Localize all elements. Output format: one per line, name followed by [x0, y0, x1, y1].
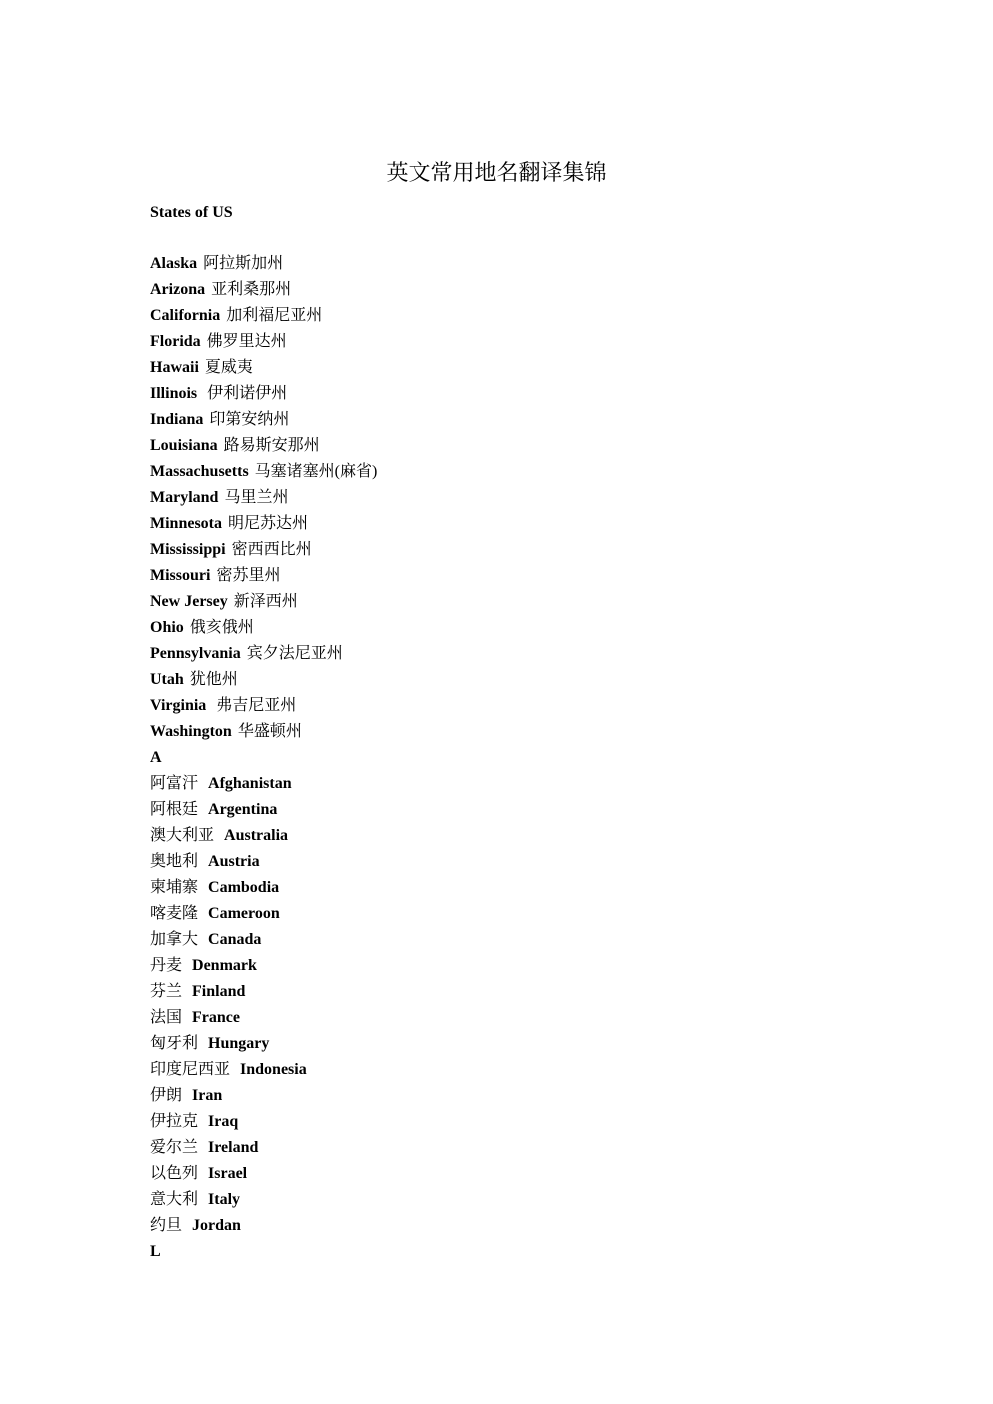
state-entry — [150, 485, 377, 511]
country-entry — [150, 1083, 377, 1109]
country-english: Australia — [224, 827, 289, 844]
state-entry — [150, 537, 377, 563]
section-heading: States of US — [150, 204, 233, 221]
country-entry — [150, 797, 377, 823]
state-english: Minnesota — [150, 515, 222, 532]
state-english: Illinois — [150, 385, 198, 402]
country-chinese: 澳大利亚 — [150, 827, 215, 844]
country-entry — [150, 1109, 377, 1135]
state-english: California — [150, 307, 221, 324]
country-entry — [150, 875, 377, 901]
state-english: Pennsylvania — [150, 645, 241, 662]
state-chinese: 明尼苏达州 — [228, 515, 309, 532]
country-chinese: 伊拉克 — [150, 1113, 199, 1130]
country-chinese: 芬兰 — [150, 983, 183, 1000]
state-chinese: 新泽西州 — [233, 593, 298, 610]
state-entry — [150, 381, 377, 407]
letter-heading-a: A — [150, 749, 162, 766]
state-english: Indiana — [150, 411, 204, 428]
letter-heading-l: L — [150, 1243, 161, 1260]
state-english: Missouri — [150, 567, 211, 584]
country-entry — [150, 1161, 377, 1187]
state-english: Utah — [150, 671, 184, 688]
country-english: Denmark — [192, 957, 257, 974]
country-entry — [150, 953, 377, 979]
country-english: Ireland — [208, 1139, 259, 1156]
state-chinese: 亚利桑那州 — [211, 281, 292, 298]
state-entry — [150, 667, 377, 693]
country-entry — [150, 927, 377, 953]
country-english: Cameroon — [208, 905, 280, 922]
country-chinese: 丹麦 — [150, 957, 183, 974]
country-chinese: 奥地利 — [150, 853, 199, 870]
state-chinese: 伊利诺伊州 — [207, 385, 288, 402]
state-chinese: 佛罗里达州 — [206, 333, 287, 350]
state-chinese: 印第安纳州 — [209, 411, 290, 428]
state-english: Washington — [150, 723, 232, 740]
country-chinese: 柬埔寨 — [150, 879, 199, 896]
state-chinese: 马里兰州 — [224, 489, 289, 506]
state-chinese: 加利福尼亚州 — [226, 307, 323, 324]
state-entry — [150, 641, 377, 667]
state-entry — [150, 277, 377, 303]
country-entry — [150, 1213, 377, 1239]
country-english: France — [192, 1009, 240, 1026]
state-english: Louisiana — [150, 437, 218, 454]
state-english: Arizona — [150, 281, 206, 298]
state-entry — [150, 511, 377, 537]
country-english: Cambodia — [208, 879, 280, 896]
state-entry — [150, 407, 377, 433]
state-chinese: 夏威夷 — [204, 359, 253, 376]
country-chinese: 喀麦隆 — [150, 905, 199, 922]
country-entry — [150, 823, 377, 849]
country-chinese: 加拿大 — [150, 931, 199, 948]
country-english: Finland — [192, 983, 246, 1000]
country-entry — [150, 1057, 377, 1083]
country-chinese: 阿富汗 — [150, 775, 199, 792]
country-english: Italy — [208, 1191, 241, 1208]
country-english: Hungary — [208, 1035, 270, 1052]
state-english: Hawaii — [150, 359, 199, 376]
country-english: Afghanistan — [208, 775, 292, 792]
state-entry — [150, 433, 377, 459]
country-entry — [150, 1031, 377, 1057]
state-english: Alaska — [150, 255, 198, 272]
state-chinese: 马塞诸塞州(麻省) — [254, 463, 378, 480]
country-chinese: 法国 — [150, 1009, 183, 1026]
entry-list — [150, 251, 377, 1265]
country-chinese: 约旦 — [150, 1217, 183, 1234]
state-english: Ohio — [150, 619, 184, 636]
state-entry — [150, 355, 377, 381]
state-entry — [150, 563, 377, 589]
country-chinese: 意大利 — [150, 1191, 199, 1208]
state-english: Maryland — [150, 489, 219, 506]
country-entry — [150, 1187, 377, 1213]
country-chinese: 以色列 — [150, 1165, 199, 1182]
state-chinese: 阿拉斯加州 — [203, 255, 284, 272]
state-chinese: 俄亥俄州 — [189, 619, 254, 636]
state-chinese: 宾夕法尼亚州 — [246, 645, 343, 662]
country-chinese: 爱尔兰 — [150, 1139, 199, 1156]
state-entry — [150, 303, 377, 329]
state-entry — [150, 459, 377, 485]
state-chinese: 犹他州 — [189, 671, 238, 688]
state-entry — [150, 589, 377, 615]
state-entry — [150, 329, 377, 355]
country-entry — [150, 979, 377, 1005]
state-chinese: 密西西比州 — [231, 541, 312, 558]
state-english: Mississippi — [150, 541, 226, 558]
country-entry — [150, 1135, 377, 1161]
state-chinese: 华盛顿州 — [237, 723, 302, 740]
country-entry — [150, 849, 377, 875]
state-english: Massachusetts — [150, 463, 249, 480]
country-english: Jordan — [192, 1217, 241, 1234]
country-english: Iraq — [208, 1113, 239, 1130]
country-entry — [150, 1005, 377, 1031]
state-chinese: 路易斯安那州 — [223, 437, 320, 454]
state-chinese: 弗吉尼亚州 — [216, 697, 297, 714]
country-english: Canada — [208, 931, 262, 948]
country-chinese: 伊朗 — [150, 1087, 183, 1104]
country-english: Austria — [208, 853, 260, 870]
country-english: Argentina — [208, 801, 278, 818]
state-english: New Jersey — [150, 593, 228, 610]
document-title: 英文常用地名翻译集锦 — [386, 160, 607, 185]
country-chinese: 匈牙利 — [150, 1035, 199, 1052]
country-english: Iran — [192, 1087, 223, 1104]
state-chinese: 密苏里州 — [216, 567, 281, 584]
state-entry — [150, 719, 377, 745]
state-english: Virginia — [150, 697, 207, 714]
country-chinese: 阿根廷 — [150, 801, 199, 818]
state-entry — [150, 693, 377, 719]
country-english: Israel — [208, 1165, 248, 1182]
country-entry — [150, 771, 377, 797]
country-english: Indonesia — [240, 1061, 307, 1078]
country-entry — [150, 901, 377, 927]
state-entry — [150, 251, 377, 277]
country-chinese: 印度尼西亚 — [150, 1061, 231, 1078]
state-english: Florida — [150, 333, 201, 350]
state-entry — [150, 615, 377, 641]
